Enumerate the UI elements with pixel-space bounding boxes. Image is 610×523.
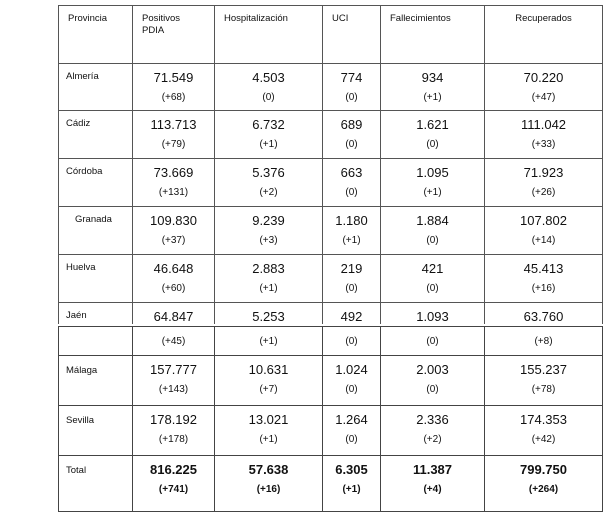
cell-hospitalizacion: 10.631 (+7) <box>215 356 323 406</box>
cell-positivos: 113.713 (+79) <box>133 111 215 159</box>
header-uci: UCI <box>323 6 381 64</box>
cell-hospitalizacion: 5.376 (+2) <box>215 159 323 207</box>
cell-positivos: 71.549 (+68) <box>133 64 215 111</box>
cell-provincia: Jaén <box>59 303 133 325</box>
cell-hospitalizacion: 9.239 (+3) <box>215 207 323 255</box>
cell-fallecimientos: (0) <box>381 327 485 356</box>
cell-provincia <box>59 327 133 356</box>
cell-provincia: Málaga <box>59 356 133 406</box>
header-row <box>59 6 603 64</box>
cell-fallecimientos: 1.093 <box>381 303 485 325</box>
header-fallecimientos: Fallecimientos <box>381 6 485 64</box>
table-row-huelva <box>59 255 603 303</box>
cell-fallecimientos: 2.336 (+2) <box>381 406 485 456</box>
table-row-jaen-top <box>59 303 603 325</box>
cell-hospitalizacion: 57.638 (+16) <box>215 456 323 512</box>
cell-hospitalizacion: 2.883 (+1) <box>215 255 323 303</box>
cell-hospitalizacion: (+1) <box>215 327 323 356</box>
covid-table-part-2 <box>58 326 603 512</box>
cell-positivos: (+45) <box>133 327 215 356</box>
cell-uci: 492 <box>323 303 381 325</box>
covid-table-part-1 <box>58 5 603 324</box>
cell-positivos: 178.192 (+178) <box>133 406 215 456</box>
table-row-jaen-bottom <box>59 327 603 356</box>
header-hospitalizacion: Hospitalización <box>215 6 323 64</box>
cell-recuperados: 155.237 (+78) <box>485 356 603 406</box>
table-row-total <box>59 456 603 512</box>
cell-hospitalizacion: 13.021 (+1) <box>215 406 323 456</box>
cell-recuperados: 63.760 <box>485 303 603 325</box>
table-row-granada <box>59 207 603 255</box>
table-row-cordoba <box>59 159 603 207</box>
cell-positivos: 46.648 (+60) <box>133 255 215 303</box>
header-provincia: Provincia <box>59 6 133 64</box>
cell-provincia: Cádiz <box>59 111 133 159</box>
cell-provincia: Total <box>59 456 133 512</box>
cell-uci: 6.305 (+1) <box>323 456 381 512</box>
cell-recuperados: 45.413 (+16) <box>485 255 603 303</box>
cell-provincia: Granada <box>59 207 133 255</box>
cell-fallecimientos: 1.621 (0) <box>381 111 485 159</box>
cell-fallecimientos: 11.387 (+4) <box>381 456 485 512</box>
cell-recuperados: 799.750 (+264) <box>485 456 603 512</box>
cell-positivos: 816.225 (+741) <box>133 456 215 512</box>
cell-uci: 1.264 (0) <box>323 406 381 456</box>
cell-fallecimientos: 1.095 (+1) <box>381 159 485 207</box>
cell-recuperados: 111.042 (+33) <box>485 111 603 159</box>
cell-fallecimientos: 1.884 (0) <box>381 207 485 255</box>
cell-uci: 663 (0) <box>323 159 381 207</box>
cell-fallecimientos: 421 (0) <box>381 255 485 303</box>
cell-provincia: Córdoba <box>59 159 133 207</box>
cell-recuperados: 174.353 (+42) <box>485 406 603 456</box>
cell-positivos: 64.847 <box>133 303 215 325</box>
table-row-sevilla <box>59 406 603 456</box>
cell-provincia: Huelva <box>59 255 133 303</box>
cell-provincia: Almería <box>59 64 133 111</box>
cell-hospitalizacion: 5.253 <box>215 303 323 325</box>
header-recuperados: Recuperados <box>485 6 603 64</box>
cell-positivos: 73.669 (+131) <box>133 159 215 207</box>
cell-recuperados: 107.802 (+14) <box>485 207 603 255</box>
cell-positivos: 157.777 (+143) <box>133 356 215 406</box>
cell-uci: 1.024 (0) <box>323 356 381 406</box>
cell-fallecimientos: 2.003 (0) <box>381 356 485 406</box>
cell-uci: 1.180 (+1) <box>323 207 381 255</box>
table-row-almeria <box>59 64 603 111</box>
cell-hospitalizacion: 6.732 (+1) <box>215 111 323 159</box>
cell-recuperados: 70.220 (+47) <box>485 64 603 111</box>
cell-provincia: Sevilla <box>59 406 133 456</box>
cell-uci: 689 (0) <box>323 111 381 159</box>
cell-recuperados: 71.923 (+26) <box>485 159 603 207</box>
table-row-malaga <box>59 356 603 406</box>
cell-recuperados: (+8) <box>485 327 603 356</box>
cell-fallecimientos: 934 (+1) <box>381 64 485 111</box>
header-positivos: Positivos PDIA <box>133 6 215 64</box>
cell-positivos: 109.830 (+37) <box>133 207 215 255</box>
table-row-cadiz <box>59 111 603 159</box>
cell-uci: (0) <box>323 327 381 356</box>
cell-uci: 774 (0) <box>323 64 381 111</box>
cell-uci: 219 (0) <box>323 255 381 303</box>
cell-hospitalizacion: 4.503 (0) <box>215 64 323 111</box>
